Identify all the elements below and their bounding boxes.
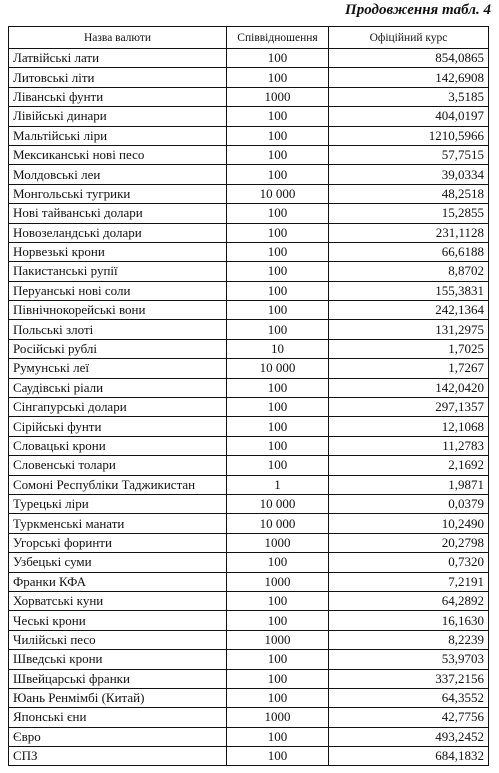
official-rate-cell: 297,1357 xyxy=(329,398,489,417)
exchange-rates-table xyxy=(8,26,489,766)
table-row xyxy=(9,107,489,126)
currency-name-cell: Юань Ренмімбі (Китай) xyxy=(9,688,227,707)
official-rate-cell: 12,1068 xyxy=(329,417,489,436)
official-rate-cell: 0,7320 xyxy=(329,553,489,572)
ratio-cell: 100 xyxy=(227,165,329,184)
ratio-cell: 100 xyxy=(227,456,329,475)
currency-name-cell: Турецькі ліри xyxy=(9,494,227,513)
ratio-cell: 100 xyxy=(227,611,329,630)
currency-name-cell: Російські рублі xyxy=(9,339,227,358)
currency-name-cell: Туркменські манати xyxy=(9,514,227,533)
currency-name-cell: Монгольські тугрики xyxy=(9,184,227,203)
ratio-cell: 1000 xyxy=(227,708,329,727)
currency-name-cell: Євро xyxy=(9,727,227,746)
ratio-cell: 100 xyxy=(227,320,329,339)
ratio-cell: 100 xyxy=(227,281,329,300)
table-row xyxy=(9,378,489,397)
table-row xyxy=(9,727,489,746)
ratio-cell: 100 xyxy=(227,242,329,261)
currency-name-cell: Ліванські фунти xyxy=(9,87,227,106)
ratio-cell: 1000 xyxy=(227,630,329,649)
ratio-cell: 100 xyxy=(227,591,329,610)
ratio-cell: 100 xyxy=(227,398,329,417)
currency-name-cell: Польські злоті xyxy=(9,320,227,339)
official-rate-cell: 1,7025 xyxy=(329,339,489,358)
currency-name-cell: Сірійські фунти xyxy=(9,417,227,436)
ratio-cell: 100 xyxy=(227,204,329,223)
currency-name-cell: Японські єни xyxy=(9,708,227,727)
currency-name-cell: Норвезькі крони xyxy=(9,242,227,261)
currency-name-cell: Шведські крони xyxy=(9,650,227,669)
official-rate-cell: 142,0420 xyxy=(329,378,489,397)
official-rate-cell: 57,7515 xyxy=(329,145,489,164)
official-rate-cell: 8,2239 xyxy=(329,630,489,649)
table-row xyxy=(9,301,489,320)
official-rate-cell: 337,2156 xyxy=(329,669,489,688)
header-official-rate: Офіційний курс xyxy=(329,27,489,49)
table-row xyxy=(9,339,489,358)
official-rate-cell: 493,2452 xyxy=(329,727,489,746)
official-rate-cell: 684,1832 xyxy=(329,747,489,766)
ratio-cell: 100 xyxy=(227,223,329,242)
currency-name-cell: Румунські леї xyxy=(9,359,227,378)
official-rate-cell: 64,3552 xyxy=(329,688,489,707)
official-rate-cell: 2,1692 xyxy=(329,456,489,475)
ratio-cell: 10 xyxy=(227,339,329,358)
table-row xyxy=(9,242,489,261)
official-rate-cell: 42,7756 xyxy=(329,708,489,727)
table-row xyxy=(9,223,489,242)
ratio-cell: 100 xyxy=(227,650,329,669)
currency-name-cell: Мальтійські ліри xyxy=(9,126,227,145)
ratio-cell: 10 000 xyxy=(227,184,329,203)
official-rate-cell: 10,2490 xyxy=(329,514,489,533)
currency-name-cell: СПЗ xyxy=(9,747,227,766)
ratio-cell: 1000 xyxy=(227,87,329,106)
ratio-cell: 100 xyxy=(227,107,329,126)
official-rate-cell: 231,1128 xyxy=(329,223,489,242)
table-row xyxy=(9,68,489,87)
ratio-cell: 100 xyxy=(227,727,329,746)
official-rate-cell: 1210,5966 xyxy=(329,126,489,145)
official-rate-cell: 11,2783 xyxy=(329,436,489,455)
table-row xyxy=(9,456,489,475)
currency-name-cell: Швейцарські франки xyxy=(9,669,227,688)
official-rate-cell: 1,7267 xyxy=(329,359,489,378)
official-rate-cell: 16,1630 xyxy=(329,611,489,630)
ratio-cell: 1 xyxy=(227,475,329,494)
official-rate-cell: 0,0379 xyxy=(329,494,489,513)
ratio-cell: 1000 xyxy=(227,533,329,552)
currency-name-cell: Латвійські лати xyxy=(9,49,227,68)
ratio-cell: 100 xyxy=(227,417,329,436)
table-row xyxy=(9,688,489,707)
currency-name-cell: Угорські форинти xyxy=(9,533,227,552)
table-row xyxy=(9,533,489,552)
table-header xyxy=(9,27,489,49)
ratio-cell: 100 xyxy=(227,553,329,572)
table-row xyxy=(9,572,489,591)
ratio-cell: 100 xyxy=(227,145,329,164)
table-row xyxy=(9,320,489,339)
currency-name-cell: Саудівські ріали xyxy=(9,378,227,397)
table-row xyxy=(9,126,489,145)
table-row xyxy=(9,398,489,417)
official-rate-cell: 3,5185 xyxy=(329,87,489,106)
official-rate-cell: 48,2518 xyxy=(329,184,489,203)
currency-name-cell: Франки КФА xyxy=(9,572,227,591)
table-row xyxy=(9,87,489,106)
table-row xyxy=(9,436,489,455)
table-row xyxy=(9,708,489,727)
table-row xyxy=(9,669,489,688)
ratio-cell: 100 xyxy=(227,669,329,688)
table-row xyxy=(9,747,489,766)
official-rate-cell: 15,2855 xyxy=(329,204,489,223)
ratio-cell: 100 xyxy=(227,688,329,707)
currency-name-cell: Чеські крони xyxy=(9,611,227,630)
currency-name-cell: Словенські толари xyxy=(9,456,227,475)
ratio-cell: 100 xyxy=(227,68,329,87)
currency-name-cell: Словацькі крони xyxy=(9,436,227,455)
official-rate-cell: 20,2798 xyxy=(329,533,489,552)
ratio-cell: 10 000 xyxy=(227,359,329,378)
official-rate-cell: 404,0197 xyxy=(329,107,489,126)
official-rate-cell: 242,1364 xyxy=(329,301,489,320)
official-rate-cell: 8,8702 xyxy=(329,262,489,281)
currency-name-cell: Північнокорейські вони xyxy=(9,301,227,320)
table-row xyxy=(9,204,489,223)
table-row xyxy=(9,553,489,572)
currency-name-cell: Сінгапурські долари xyxy=(9,398,227,417)
table-row xyxy=(9,165,489,184)
official-rate-cell: 64,2892 xyxy=(329,591,489,610)
currency-name-cell: Хорватські куни xyxy=(9,591,227,610)
official-rate-cell: 1,9871 xyxy=(329,475,489,494)
ratio-cell: 10 000 xyxy=(227,494,329,513)
ratio-cell: 100 xyxy=(227,378,329,397)
table-row xyxy=(9,475,489,494)
table-row xyxy=(9,262,489,281)
table-row xyxy=(9,494,489,513)
table-row xyxy=(9,630,489,649)
ratio-cell: 1000 xyxy=(227,572,329,591)
table-row xyxy=(9,281,489,300)
header-row xyxy=(9,27,489,49)
official-rate-cell: 155,3831 xyxy=(329,281,489,300)
table-row xyxy=(9,417,489,436)
ratio-cell: 100 xyxy=(227,747,329,766)
ratio-cell: 100 xyxy=(227,126,329,145)
ratio-cell: 10 000 xyxy=(227,514,329,533)
currency-name-cell: Нові тайванські долари xyxy=(9,204,227,223)
currency-name-cell: Литовські літи xyxy=(9,68,227,87)
table-row xyxy=(9,611,489,630)
currency-name-cell: Мексиканські нові песо xyxy=(9,145,227,164)
currency-name-cell: Пакистанські рупії xyxy=(9,262,227,281)
ratio-cell: 100 xyxy=(227,436,329,455)
official-rate-cell: 53,9703 xyxy=(329,650,489,669)
official-rate-cell: 131,2975 xyxy=(329,320,489,339)
ratio-cell: 100 xyxy=(227,49,329,68)
table-row xyxy=(9,591,489,610)
header-ratio: Співвідношення xyxy=(227,27,329,49)
table-row xyxy=(9,49,489,68)
table-row xyxy=(9,650,489,669)
official-rate-cell: 142,6908 xyxy=(329,68,489,87)
table-caption: Продовження табл. 4 xyxy=(345,2,491,18)
currency-name-cell: Перуанські нові соли xyxy=(9,281,227,300)
official-rate-cell: 7,2191 xyxy=(329,572,489,591)
table-row xyxy=(9,359,489,378)
header-currency-name: Назва валюти xyxy=(9,27,227,49)
table-row xyxy=(9,145,489,164)
currency-name-cell: Узбецькі суми xyxy=(9,553,227,572)
currency-name-cell: Новозеландські долари xyxy=(9,223,227,242)
ratio-cell: 100 xyxy=(227,301,329,320)
table-row xyxy=(9,184,489,203)
table-row xyxy=(9,514,489,533)
table-body xyxy=(9,49,489,766)
currency-name-cell: Чилійські песо xyxy=(9,630,227,649)
ratio-cell: 100 xyxy=(227,262,329,281)
official-rate-cell: 66,6188 xyxy=(329,242,489,261)
currency-name-cell: Молдовські леи xyxy=(9,165,227,184)
official-rate-cell: 854,0865 xyxy=(329,49,489,68)
currency-name-cell: Лівійські динари xyxy=(9,107,227,126)
official-rate-cell: 39,0334 xyxy=(329,165,489,184)
currency-name-cell: Сомоні Республіки Таджикистан xyxy=(9,475,227,494)
